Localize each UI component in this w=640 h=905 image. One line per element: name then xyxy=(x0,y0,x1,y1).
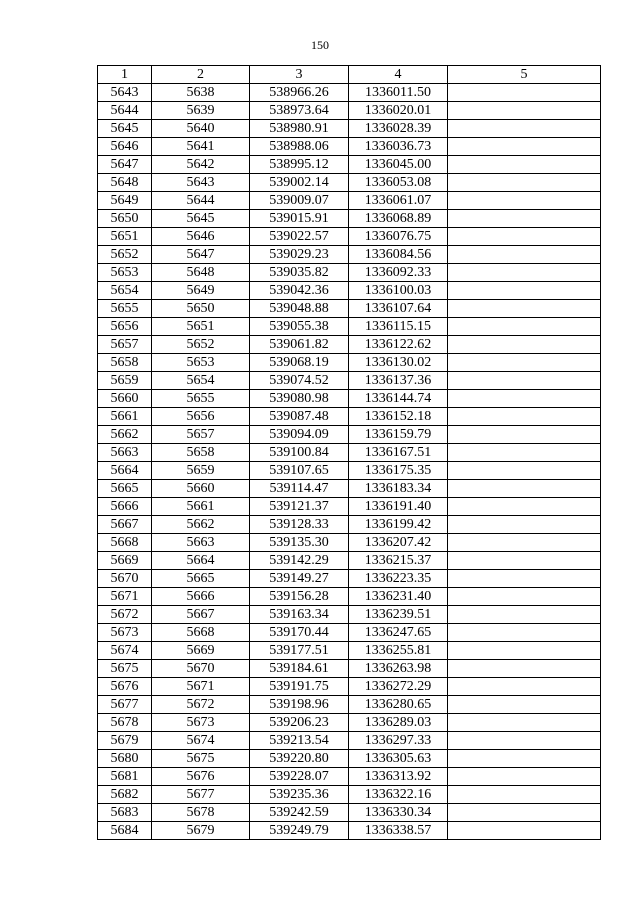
table-cell xyxy=(448,426,601,444)
table-cell: 539055.38 xyxy=(250,318,349,336)
table-cell: 538973.64 xyxy=(250,102,349,120)
table-cell: 539022.57 xyxy=(250,228,349,246)
table-cell: 539198.96 xyxy=(250,696,349,714)
table-cell: 5640 xyxy=(152,120,250,138)
table-cell: 5665 xyxy=(98,480,152,498)
table-cell xyxy=(448,264,601,282)
table-cell: 5657 xyxy=(98,336,152,354)
table-cell: 539035.82 xyxy=(250,264,349,282)
table-cell: 1336061.07 xyxy=(349,192,448,210)
table-row xyxy=(98,498,601,516)
table-cell: 5657 xyxy=(152,426,250,444)
table-cell: 1336053.08 xyxy=(349,174,448,192)
table-cell: 5654 xyxy=(152,372,250,390)
table-cell: 5684 xyxy=(98,822,152,840)
table-cell: 1336255.81 xyxy=(349,642,448,660)
table-row xyxy=(98,786,601,804)
table-cell: 539100.84 xyxy=(250,444,349,462)
table-cell: 538980.91 xyxy=(250,120,349,138)
table-row xyxy=(98,444,601,462)
table-cell: 539206.23 xyxy=(250,714,349,732)
table-cell xyxy=(448,570,601,588)
table-row xyxy=(98,660,601,678)
table-cell: 5650 xyxy=(152,300,250,318)
table-cell: 5654 xyxy=(98,282,152,300)
table-cell xyxy=(448,156,601,174)
table-cell: 5660 xyxy=(152,480,250,498)
table-row xyxy=(98,228,601,246)
table-cell: 1336313.92 xyxy=(349,768,448,786)
table-cell: 5678 xyxy=(98,714,152,732)
table-cell: 5669 xyxy=(98,552,152,570)
table-cell: 539242.59 xyxy=(250,804,349,822)
table-cell xyxy=(448,750,601,768)
table-cell xyxy=(448,696,601,714)
table-cell: 5644 xyxy=(98,102,152,120)
table-cell: 5671 xyxy=(98,588,152,606)
table-row xyxy=(98,372,601,390)
table-cell: 539177.51 xyxy=(250,642,349,660)
table-cell: 538995.12 xyxy=(250,156,349,174)
table-cell: 5674 xyxy=(152,732,250,750)
table-row xyxy=(98,516,601,534)
table-cell xyxy=(448,732,601,750)
column-header: 3 xyxy=(250,66,349,84)
table-cell: 5667 xyxy=(152,606,250,624)
table-cell: 5659 xyxy=(152,462,250,480)
table-row xyxy=(98,642,601,660)
table-row xyxy=(98,408,601,426)
table-cell: 5651 xyxy=(98,228,152,246)
table-cell: 1336084.56 xyxy=(349,246,448,264)
table-cell: 1336207.42 xyxy=(349,534,448,552)
table-row xyxy=(98,156,601,174)
table-cell: 539191.75 xyxy=(250,678,349,696)
table-cell: 5656 xyxy=(152,408,250,426)
table-cell: 5651 xyxy=(152,318,250,336)
table-cell: 5652 xyxy=(152,336,250,354)
table-cell: 5662 xyxy=(98,426,152,444)
table-row xyxy=(98,246,601,264)
table-row xyxy=(98,318,601,336)
table-cell: 1336028.39 xyxy=(349,120,448,138)
table-cell: 1336175.35 xyxy=(349,462,448,480)
table-cell: 5664 xyxy=(98,462,152,480)
table-cell: 1336045.00 xyxy=(349,156,448,174)
table-cell: 1336159.79 xyxy=(349,426,448,444)
table-cell: 5682 xyxy=(98,786,152,804)
table-cell: 539235.36 xyxy=(250,786,349,804)
table-cell: 539068.19 xyxy=(250,354,349,372)
table-cell: 539042.36 xyxy=(250,282,349,300)
table-row xyxy=(98,354,601,372)
table-row xyxy=(98,606,601,624)
table-cell: 539156.28 xyxy=(250,588,349,606)
table-cell: 5645 xyxy=(152,210,250,228)
table-row xyxy=(98,300,601,318)
table-cell xyxy=(448,174,601,192)
table-cell: 5641 xyxy=(152,138,250,156)
table-cell: 5646 xyxy=(98,138,152,156)
table-cell: 5680 xyxy=(98,750,152,768)
table-row xyxy=(98,462,601,480)
table-cell: 1336272.29 xyxy=(349,678,448,696)
table-row xyxy=(98,534,601,552)
table-cell: 1336144.74 xyxy=(349,390,448,408)
table-cell: 539128.33 xyxy=(250,516,349,534)
column-header: 4 xyxy=(349,66,448,84)
table-cell: 1336068.89 xyxy=(349,210,448,228)
table-cell: 5668 xyxy=(98,534,152,552)
table-cell xyxy=(448,516,601,534)
table-cell: 5670 xyxy=(98,570,152,588)
table-cell xyxy=(448,606,601,624)
table-row xyxy=(98,192,601,210)
table-row xyxy=(98,174,601,192)
table-cell xyxy=(448,480,601,498)
table-cell xyxy=(448,462,601,480)
table-cell xyxy=(448,498,601,516)
table-cell: 538966.26 xyxy=(250,84,349,102)
table-row xyxy=(98,696,601,714)
column-header: 2 xyxy=(152,66,250,84)
table-cell: 5673 xyxy=(98,624,152,642)
table-cell: 1336100.03 xyxy=(349,282,448,300)
table-cell: 5679 xyxy=(152,822,250,840)
table-cell: 5677 xyxy=(152,786,250,804)
table-cell: 5666 xyxy=(98,498,152,516)
table-cell: 5669 xyxy=(152,642,250,660)
table-cell: 5670 xyxy=(152,660,250,678)
table-cell: 539249.79 xyxy=(250,822,349,840)
table-cell: 5664 xyxy=(152,552,250,570)
table-cell xyxy=(448,102,601,120)
table-cell: 5648 xyxy=(98,174,152,192)
table-cell: 5656 xyxy=(98,318,152,336)
table-cell: 539080.98 xyxy=(250,390,349,408)
table-row xyxy=(98,282,601,300)
table-cell: 5665 xyxy=(152,570,250,588)
table-cell: 539002.14 xyxy=(250,174,349,192)
table-cell: 1336115.15 xyxy=(349,318,448,336)
table-cell: 1336223.35 xyxy=(349,570,448,588)
table-cell: 5655 xyxy=(98,300,152,318)
table-cell: 5653 xyxy=(152,354,250,372)
table-cell xyxy=(448,138,601,156)
table-cell: 5677 xyxy=(98,696,152,714)
table-cell: 539135.30 xyxy=(250,534,349,552)
table-row xyxy=(98,588,601,606)
column-header: 1 xyxy=(98,66,152,84)
table-cell: 539029.23 xyxy=(250,246,349,264)
table-cell: 5673 xyxy=(152,714,250,732)
table-cell: 539220.80 xyxy=(250,750,349,768)
table-cell: 5653 xyxy=(98,264,152,282)
table-cell xyxy=(448,300,601,318)
coordinates-table xyxy=(97,65,601,840)
column-header: 5 xyxy=(448,66,601,84)
table-cell: 5663 xyxy=(152,534,250,552)
table-row xyxy=(98,678,601,696)
table-cell xyxy=(448,84,601,102)
table-cell xyxy=(448,390,601,408)
table-cell xyxy=(448,282,601,300)
table-cell xyxy=(448,552,601,570)
table-cell: 5663 xyxy=(98,444,152,462)
table-cell: 1336289.03 xyxy=(349,714,448,732)
table-cell: 539184.61 xyxy=(250,660,349,678)
table-cell: 1336020.01 xyxy=(349,102,448,120)
table-cell: 539061.82 xyxy=(250,336,349,354)
table-cell: 1336183.34 xyxy=(349,480,448,498)
table-cell: 1336199.42 xyxy=(349,516,448,534)
table-header-row xyxy=(98,66,601,84)
table-cell: 5643 xyxy=(152,174,250,192)
table-cell: 1336322.16 xyxy=(349,786,448,804)
table-cell: 5646 xyxy=(152,228,250,246)
table-cell: 5642 xyxy=(152,156,250,174)
table-cell: 5668 xyxy=(152,624,250,642)
table-cell: 5658 xyxy=(98,354,152,372)
table-cell: 1336152.18 xyxy=(349,408,448,426)
table-cell: 5662 xyxy=(152,516,250,534)
table-cell xyxy=(448,372,601,390)
table-cell xyxy=(448,642,601,660)
table-body xyxy=(98,84,601,840)
table-cell: 539087.48 xyxy=(250,408,349,426)
table-cell: 538988.06 xyxy=(250,138,349,156)
table-cell xyxy=(448,804,601,822)
table-cell xyxy=(448,120,601,138)
table-row xyxy=(98,804,601,822)
table-cell: 5660 xyxy=(98,390,152,408)
table-cell xyxy=(448,534,601,552)
table-row xyxy=(98,552,601,570)
table-cell: 1336297.33 xyxy=(349,732,448,750)
table-cell: 5674 xyxy=(98,642,152,660)
table-cell: 1336076.75 xyxy=(349,228,448,246)
table-cell: 1336137.36 xyxy=(349,372,448,390)
table-cell: 5643 xyxy=(98,84,152,102)
table-cell: 5667 xyxy=(98,516,152,534)
table-cell: 1336305.63 xyxy=(349,750,448,768)
table-cell xyxy=(448,354,601,372)
table-cell: 1336263.98 xyxy=(349,660,448,678)
table-row xyxy=(98,732,601,750)
table-cell xyxy=(448,210,601,228)
table-cell: 5655 xyxy=(152,390,250,408)
table-cell: 5650 xyxy=(98,210,152,228)
table-cell: 1336107.64 xyxy=(349,300,448,318)
table-cell xyxy=(448,228,601,246)
table-cell: 1336231.40 xyxy=(349,588,448,606)
table-cell xyxy=(448,336,601,354)
table-cell: 539228.07 xyxy=(250,768,349,786)
table-cell: 5659 xyxy=(98,372,152,390)
table-cell: 5644 xyxy=(152,192,250,210)
table-cell: 539213.54 xyxy=(250,732,349,750)
table-cell xyxy=(448,714,601,732)
table-cell: 5672 xyxy=(98,606,152,624)
table-cell: 5638 xyxy=(152,84,250,102)
table-cell: 5645 xyxy=(98,120,152,138)
table-row xyxy=(98,822,601,840)
table-cell xyxy=(448,822,601,840)
table-cell: 5661 xyxy=(152,498,250,516)
table-cell xyxy=(448,786,601,804)
table-row xyxy=(98,138,601,156)
table-cell: 539149.27 xyxy=(250,570,349,588)
table-cell: 539163.34 xyxy=(250,606,349,624)
table-row xyxy=(98,120,601,138)
table-cell: 1336338.57 xyxy=(349,822,448,840)
table-cell: 1336239.51 xyxy=(349,606,448,624)
table-row xyxy=(98,84,601,102)
table-cell xyxy=(448,660,601,678)
table-cell: 5679 xyxy=(98,732,152,750)
table-cell: 5675 xyxy=(152,750,250,768)
table-cell: 1336167.51 xyxy=(349,444,448,462)
table-cell: 539009.07 xyxy=(250,192,349,210)
table-row xyxy=(98,750,601,768)
table-cell: 5672 xyxy=(152,696,250,714)
table-cell: 5648 xyxy=(152,264,250,282)
table-cell: 5671 xyxy=(152,678,250,696)
table-cell: 1336191.40 xyxy=(349,498,448,516)
table-row xyxy=(98,336,601,354)
table-row xyxy=(98,714,601,732)
table-row xyxy=(98,426,601,444)
table-row xyxy=(98,480,601,498)
table-cell: 5661 xyxy=(98,408,152,426)
page-number: 150 xyxy=(311,38,329,52)
table-cell: 1336280.65 xyxy=(349,696,448,714)
table-cell: 539114.47 xyxy=(250,480,349,498)
table-cell xyxy=(448,678,601,696)
table-cell: 5658 xyxy=(152,444,250,462)
table-cell: 539015.91 xyxy=(250,210,349,228)
table-cell: 5647 xyxy=(152,246,250,264)
table-cell: 539170.44 xyxy=(250,624,349,642)
table-cell xyxy=(448,624,601,642)
table-cell: 1336247.65 xyxy=(349,624,448,642)
table-cell: 1336092.33 xyxy=(349,264,448,282)
table-row xyxy=(98,264,601,282)
table-cell: 5683 xyxy=(98,804,152,822)
table-cell: 5649 xyxy=(98,192,152,210)
table-row xyxy=(98,768,601,786)
table-cell: 1336122.62 xyxy=(349,336,448,354)
table-cell: 5675 xyxy=(98,660,152,678)
table-row xyxy=(98,570,601,588)
table-cell: 5676 xyxy=(152,768,250,786)
table-cell xyxy=(448,192,601,210)
table-cell xyxy=(448,318,601,336)
table-cell: 5678 xyxy=(152,804,250,822)
table-cell: 5649 xyxy=(152,282,250,300)
table-cell: 539094.09 xyxy=(250,426,349,444)
table-cell xyxy=(448,246,601,264)
table-cell: 539048.88 xyxy=(250,300,349,318)
table-row xyxy=(98,210,601,228)
table-cell: 1336130.02 xyxy=(349,354,448,372)
table-cell: 5647 xyxy=(98,156,152,174)
table-cell: 5666 xyxy=(152,588,250,606)
table-cell: 539121.37 xyxy=(250,498,349,516)
table-cell: 5676 xyxy=(98,678,152,696)
table-cell xyxy=(448,588,601,606)
table-cell: 1336215.37 xyxy=(349,552,448,570)
table-cell: 5652 xyxy=(98,246,152,264)
table-row xyxy=(98,390,601,408)
table-cell: 1336330.34 xyxy=(349,804,448,822)
table-cell xyxy=(448,444,601,462)
table-cell: 539107.65 xyxy=(250,462,349,480)
table-cell: 539142.29 xyxy=(250,552,349,570)
table-cell: 1336036.73 xyxy=(349,138,448,156)
table-cell: 1336011.50 xyxy=(349,84,448,102)
table-row xyxy=(98,624,601,642)
table-row xyxy=(98,102,601,120)
table-cell: 5639 xyxy=(152,102,250,120)
table-cell xyxy=(448,768,601,786)
table-cell xyxy=(448,408,601,426)
table-cell: 5681 xyxy=(98,768,152,786)
table-cell: 539074.52 xyxy=(250,372,349,390)
